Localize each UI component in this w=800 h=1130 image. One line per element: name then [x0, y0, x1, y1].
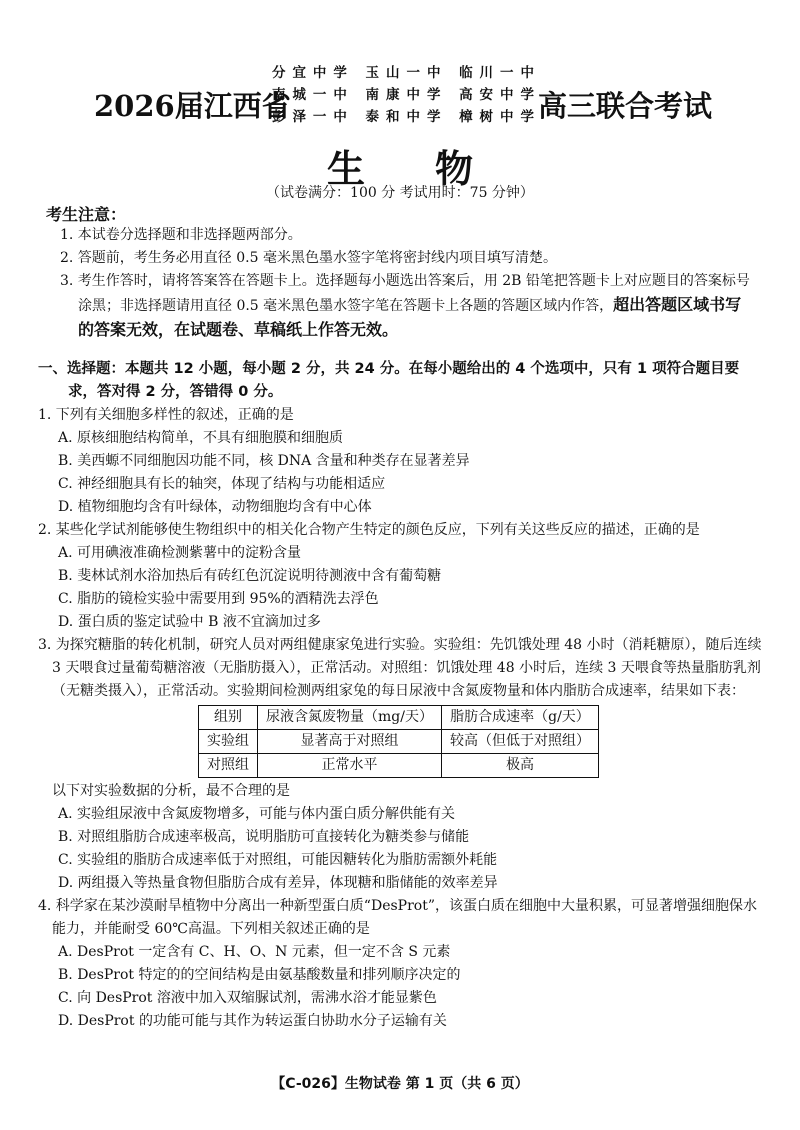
option-d: D. 植物细胞均含有叶绿体，动物细胞均含有中心体: [58, 499, 372, 515]
school-row: 南城一中 南康中学 高安中学: [272, 87, 534, 103]
option-c: C. 脂肪的镜检实验中需要用到 95%的酒精洗去浮色: [58, 591, 379, 607]
question-2: [38, 519, 762, 634]
option-d: D. 两组摄入等热量食物但脂肪合成有差异，体现糖和脂储能的效率差异: [58, 875, 498, 891]
option-b: B. 斐林试剂水浴加热后有砖红色沉淀说明待测液中含有葡萄糖: [58, 568, 442, 584]
question-list: [38, 404, 762, 1033]
option-c: C. 实验组的脂肪合成速率低于对照组，可能因糖转化为脂肪需额外耗能: [58, 852, 498, 868]
question-prompt: 以下对实验数据的分析，最不合理的是: [52, 783, 290, 799]
notice-emphasis: 超出答题区域书写的答案无效，在试题卷、草稿纸上作答无效。: [78, 295, 742, 339]
option-a: A. DesProt 一定含有 C、H、O、N 元素，但一定不含 S 元素: [58, 944, 451, 960]
table-header-cell: 尿液含氮废物量（mg/天）: [258, 706, 442, 730]
header-title-right: 高三联合考试: [538, 89, 713, 123]
notice-list: [60, 224, 750, 343]
question-1: [38, 404, 762, 519]
table-row: [199, 754, 599, 778]
table-header-cell: 组别: [199, 706, 258, 730]
section-heading: [38, 358, 760, 404]
subject-title: 生物: [326, 146, 543, 191]
exam-header: [0, 62, 800, 132]
option-d: D. DesProt 的功能可能与其作为转运蛋白协助水分子运输有关: [58, 1013, 447, 1029]
option-a: A. 实验组尿液中含氮废物增多，可能与体内蛋白质分解供能有关: [58, 806, 456, 822]
exam-info: （试卷满分：100 分 考试用时：75 分钟）: [266, 185, 534, 201]
option-a: A. 原核细胞结构简单，不具有细胞膜和细胞质: [58, 430, 344, 446]
table-cell: 对照组: [199, 754, 258, 778]
school-row: 彭泽一中 泰和中学 樟树中学: [272, 109, 534, 125]
option-b: B. 美西螈不同细胞因功能不同，核 DNA 含量和种类存在显著差异: [58, 453, 470, 469]
question-4: [38, 895, 762, 1033]
table-cell: 较高（但低于对照组）: [441, 730, 598, 754]
option-a: A. 可用碘液准确检测紫薯中的淀粉含量: [58, 545, 302, 561]
header-title-left: 2026届江西省: [94, 89, 291, 123]
table-row: [199, 730, 599, 754]
notice-item: [60, 270, 750, 343]
school-row: 分宜中学 玉山一中 临川一中: [272, 65, 534, 81]
table-cell: 实验组: [199, 730, 258, 754]
question-stem: 3. 为探究糖脂的转化机制，研究人员对两组健康家兔进行实验。实验组：先饥饿处理 48 小时（消耗糖原），随后连续 3 天喂食过量葡萄糖溶液（无脂肪摄入），正常活动。对照组：饥饿处理 48 小时后，连续 3 天喂食等热量脂肪乳剂（无糖类摄入），正常活动。实验期间检测两组家兔的每日尿液中含氮废物量和体内脂肪合成速率，结果如下表：: [38, 637, 762, 699]
notice-item: 2. 答题前，考生务必用直径 0.5 毫米黑色墨水签字笔将密封线内项目填写清楚。: [60, 250, 557, 266]
option-d: D. 蛋白质的鉴定试验中 B 液不宜滴加过多: [58, 614, 321, 630]
notice-item: 1. 本试卷分选择题和非选择题两部分。: [60, 227, 302, 243]
table-cell: 正常水平: [258, 754, 442, 778]
option-b: B. DesProt 特定的的空间结构是由氨基酸数量和排列顺序决定的: [58, 967, 461, 983]
notice-title: 考生注意：: [46, 205, 127, 224]
question-3: [38, 634, 762, 895]
table-cell: 极高: [441, 754, 598, 778]
option-c: C. 神经细胞具有长的轴突，体现了结构与功能相适应: [58, 476, 386, 492]
page-footer: 【C-026】生物试卷 第 1 页（共 6 页）: [271, 1076, 529, 1092]
results-table: [198, 705, 599, 778]
header-school-list: [272, 62, 534, 128]
notice-item-text: 3. 考生作答时，请将答案答在答题卡上。选择题每小题选出答案后，用 2B 铅笔把答题卡上对应题目的答案标号涂黑；非选择题请用直径 0.5 毫米黑色墨水签字笔在答题卡上各题的答题区域内作答，: [60, 273, 750, 314]
question-stem: 2. 某些化学试剂能够使生物组织中的相关化合物产生特定的颜色反应，下列有关这些反应的描述，正确的是: [38, 522, 700, 538]
option-b: B. 对照组脂肪合成速率极高，说明脂肪可直接转化为糖类参与储能: [58, 829, 470, 845]
question-stem: 4. 科学家在某沙漠耐旱植物中分离出一种新型蛋白质“DesProt”，该蛋白质在细胞中大量积累，可显著增强细胞保水能力，并能耐受 60℃高温。下列相关叙述正确的是: [38, 898, 757, 937]
table-cell: 显著高于对照组: [258, 730, 442, 754]
section-1-title: 一、选择题：本题共 12 小题，每小题 2 分，共 24 分。在每小题给出的 4 个选项中，只有 1 项符合题目要求，答对得 2 分，答错得 0 分。: [38, 361, 740, 400]
option-c: C. 向 DesProt 溶液中加入双缩脲试剂，需沸水浴才能显紫色: [58, 990, 437, 1006]
table-header-cell: 脂肪合成速率（g/天）: [441, 706, 598, 730]
question-stem: 1. 下列有关细胞多样性的叙述，正确的是: [38, 407, 294, 423]
table-header-row: [199, 706, 599, 730]
